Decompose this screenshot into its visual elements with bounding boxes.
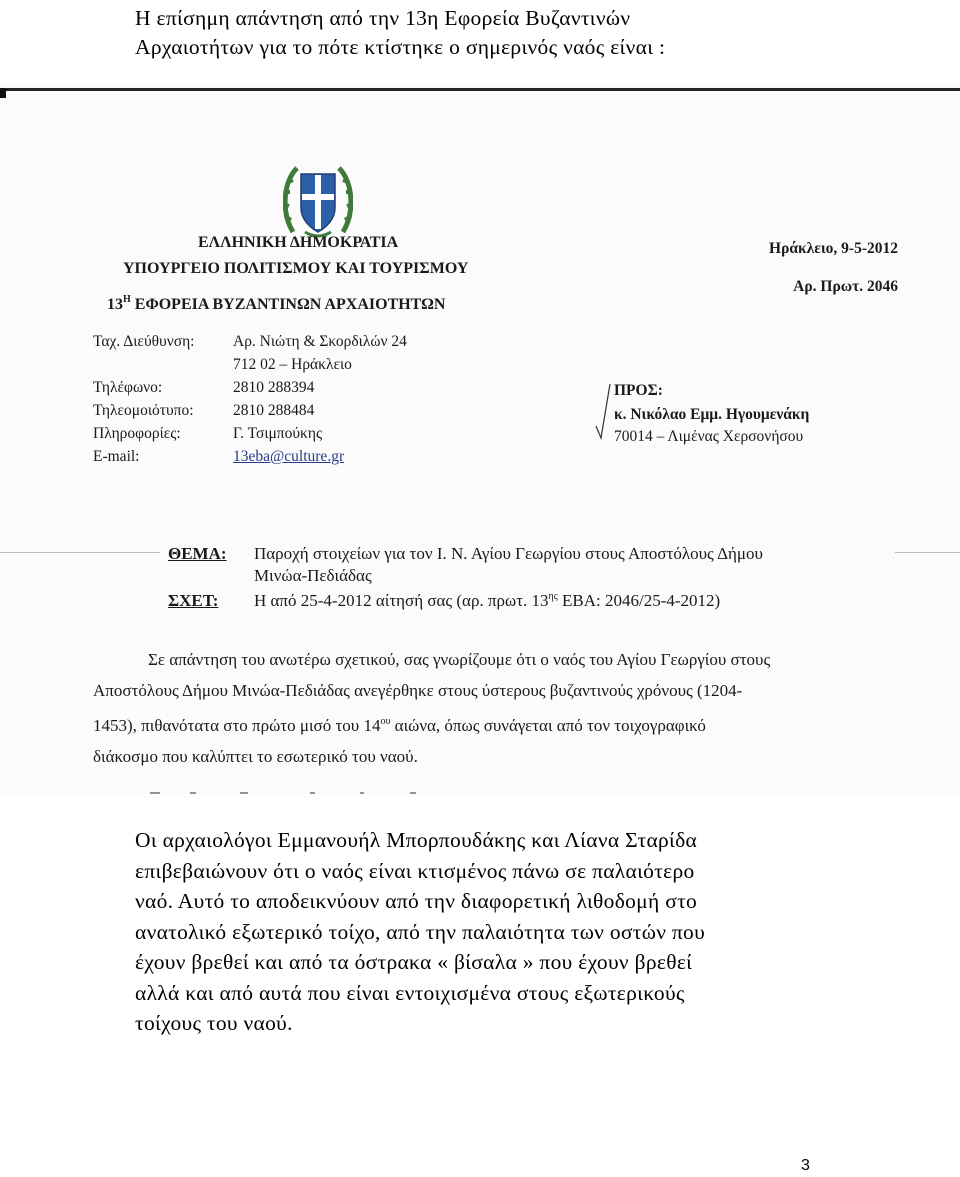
- reference-superscript: ης: [548, 591, 558, 602]
- reference-text-end: ΕΒΑ: 2046/25-4-2012): [557, 591, 721, 610]
- contact-label: Τηλέφωνο:: [93, 379, 163, 396]
- contact-value: 2810 288394: [233, 379, 315, 396]
- letter-body: [93, 644, 883, 772]
- scanned-letter: [0, 82, 960, 794]
- date-block: [769, 240, 898, 296]
- recipient-address: 70014 – Λιμένας Χερσονήσου: [614, 428, 804, 445]
- body-line-end: αιώνα, όπως συνάγεται από τον τοιχογραφικό: [390, 716, 706, 735]
- coat-of-arms-icon: [283, 162, 353, 240]
- body-line: διάκοσμο που καλύπτει το εσωτερικό του ναού.: [93, 747, 418, 766]
- ephorate-name: [107, 294, 445, 314]
- body-line: Αποστόλους Δήμου Μινώα-Πεδιάδας ανεγέρθηκε στους ύστερους βυζαντινούς χρόνους (1204-: [93, 681, 743, 700]
- handwritten-check-mark: [594, 382, 612, 440]
- contact-value: 2810 288484: [233, 402, 315, 419]
- subject-text: Παροχή στοιχείων για τον Ι. Ν. Αγίου Γεωργίου στους Αποστόλους Δήμου: [254, 544, 763, 563]
- ephorate-superscript: Η: [123, 294, 131, 305]
- contact-label: Τηλεομοιότυπο:: [93, 402, 194, 419]
- separator-line: [895, 552, 960, 553]
- contact-label: E-mail:: [93, 448, 140, 465]
- contact-value: Αρ. Νιώτη & Σκορδιλών 24: [233, 333, 407, 350]
- paragraph-line: επιβεβαιώνουν ότι ο ναός είναι κτισμένος πάνω σε παλαιότερο: [135, 858, 695, 883]
- ministry-name: ΥΠΟΥΡΓΕΙΟ ΠΟΛΙΤΙΣΜΟΥ ΚΑΙ ΤΟΥΡΙΣΜΟΥ: [123, 260, 469, 277]
- ephorate-title: ΕΦΟΡΕΙΑ ΒΥΖΑΝΤΙΝΩΝ ΑΡΧΑΙΟΤΗΤΩΝ: [130, 296, 446, 313]
- letter-date: Ηράκλειο, 9-5-2012: [769, 240, 898, 257]
- reference-label: ΣΧΕΤ:: [168, 591, 219, 610]
- ephorate-number: 13: [107, 296, 123, 313]
- contact-value: Γ. Τσιμπούκης: [233, 425, 323, 442]
- contact-label: Πληροφορίες:: [93, 425, 181, 442]
- body-line-start: 1453), πιθανότατα στο πρώτο μισό του 14: [93, 716, 381, 735]
- main-paragraph: [135, 825, 845, 1039]
- contact-value: 712 02 – Ηράκλειο: [233, 356, 352, 373]
- paragraph-line: Οι αρχαιολόγοι Εμμανουήλ Μπορπουδάκης και Λίανα Σταρίδα: [135, 828, 698, 852]
- reference-text-start: Η από 25-4-2012 αίτησή σας (αρ. πρωτ. 13: [254, 591, 549, 610]
- intro-line-1: Η επίσημη απάντηση από την 13η Εφορεία Βυζαντινών: [135, 6, 631, 30]
- protocol-number: Αρ. Πρωτ. 2046: [793, 278, 898, 295]
- intro-text: [135, 4, 855, 62]
- subject-label: ΘΕΜΑ:: [168, 544, 227, 563]
- page-number: 3: [801, 1157, 810, 1174]
- paragraph-line: έχουν βρεθεί και από τα όστρακα « βίσαλα » που έχουν βρεθεί: [135, 950, 693, 974]
- cropped-text-fragment: [150, 787, 450, 794]
- body-line: [93, 706, 883, 741]
- paragraph-line: ναό. Αυτό το αποδεικνύουν από την διαφορετική λιθοδομή στο: [135, 889, 698, 913]
- email-link[interactable]: 13eba@culture.gr: [233, 448, 345, 465]
- republic-name: ΕΛΛΗΝΙΚΗ ΔΗΜΟΚΡΑΤΙΑ: [198, 234, 399, 251]
- recipient-block: [614, 382, 809, 446]
- intro-line-2: Αρχαιοτήτων για το πότε κτίστηκε ο σημερινός ναός είναι :: [135, 35, 666, 59]
- recipient-title: ΠΡΟΣ:: [614, 382, 663, 399]
- subject-text-continued: Μινώα-Πεδιάδας: [254, 566, 372, 585]
- body-line: Σε απάντηση του ανωτέρω σχετικού, σας γνωρίζουμε ότι ο ναός του Αγίου Γεωργίου στους: [148, 650, 771, 669]
- paragraph-line: αλλά και από αυτά που είναι εντοιχισμένα στους εξωτερικούς: [135, 980, 685, 1005]
- paragraph-line: ανατολικό εξωτερικό τοίχο, από την παλαιότητα των οστών που: [135, 919, 706, 944]
- paragraph-line: τοίχους του ναού.: [135, 1011, 293, 1035]
- reference-text: [254, 591, 720, 611]
- recipient-name: κ. Νικόλαο Εμμ. Ηγουμενάκη: [614, 406, 810, 423]
- contact-label: Ταχ. Διεύθυνση:: [93, 333, 195, 350]
- separator-line: [0, 552, 160, 553]
- century-superscript: ου: [380, 716, 391, 727]
- scan-edge: [0, 88, 960, 91]
